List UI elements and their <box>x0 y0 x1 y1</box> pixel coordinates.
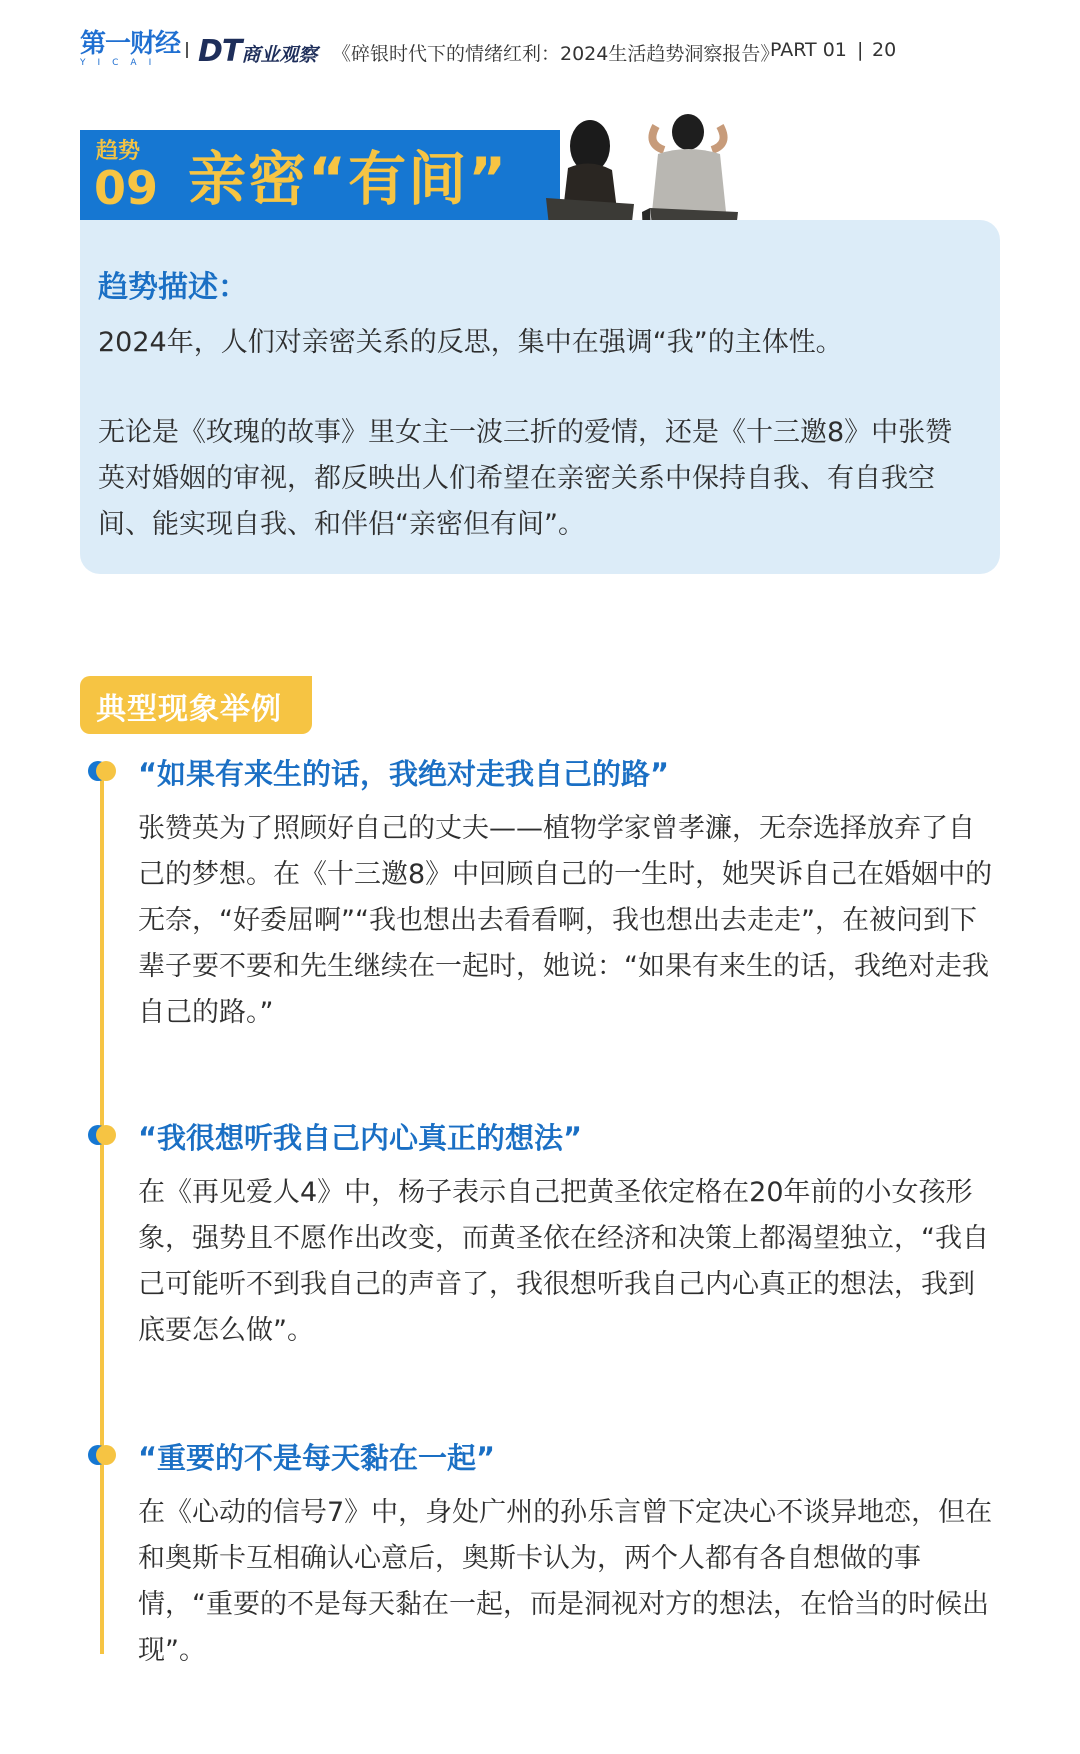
example-title: “我很想听我自己内心真正的想法” <box>138 1121 583 1155</box>
timeline-dot-icon <box>88 1442 114 1468</box>
yicai-logo-cn: 第一财经 <box>80 29 181 59</box>
part-label: PART 01 <box>770 39 847 61</box>
logo-divider <box>186 42 188 58</box>
example-body: 在《再见爱人4》中，杨子表示自己把黄圣依定格在20年前的小女孩形象，强势且不愿作出改变，而黄圣依在经济和决策上都渴望独立，“我自己可能听不到我自己的声音了，我很想听我自己内心真正的想法，我到底要怎么做”。 <box>138 1177 989 1346</box>
page-header <box>80 30 1000 70</box>
timeline-dot-icon <box>88 1122 114 1148</box>
description-label: 趋势描述： <box>98 270 248 305</box>
dt-logo-text: 商业观察 <box>241 44 318 66</box>
timeline-dot-icon <box>88 758 114 784</box>
trend-title: 亲密“有间” <box>188 145 509 213</box>
page-number: 20 <box>872 39 897 61</box>
dt-logo-mark: DT <box>198 34 242 69</box>
header-separator: | <box>857 39 864 61</box>
trend-number: 09 <box>94 161 159 215</box>
example-body: 张赞英为了照顾好自己的丈夫——植物学家曾孝濂，无奈选择放弃了自己的梦想。在《十三邀8》中回顾自己的一生时，她哭诉自己在婚姻中的无奈，“好委屈啊”“我也想出去看看啊，我也想出去走走”，在被问到下辈子要不要和先生继续在一起时，她说：“如果有来生的话，我绝对走我自己的路。” <box>138 813 993 1028</box>
report-title: 《碎银时代下的情绪红利：2024生活趋势洞察报告》 <box>332 43 780 65</box>
description-paragraph-1: 2024年，人们对亲密关系的反思，集中在强调“我”的主体性。 <box>98 327 843 358</box>
example-body: 在《心动的信号7》中，身处广州的孙乐言曾下定决心不谈异地恋，但在和奥斯卡互相确认心意后，奥斯卡认为，两个人都有各自想做的事情，“重要的不是每天黏在一起，而是洞视对方的想法，在恰当的时候出现”。 <box>138 1497 993 1666</box>
yicai-logo <box>80 30 180 70</box>
examples-label: 典型现象举例 <box>96 692 282 727</box>
dt-logo <box>198 34 317 69</box>
example-title: “如果有来生的话，我绝对走我自己的路” <box>138 757 670 791</box>
trend-tag: 趋势 <box>96 139 141 164</box>
timeline-line <box>100 768 104 1654</box>
description-paragraph-2: 无论是《玫瑰的故事》里女主一波三折的爱情，还是《十三邀8》中张赞英对婚姻的审视，都反映出人们希望在亲密关系中保持自我、有自我空间、能实现自我、和伴侣“亲密但有间”。 <box>98 417 953 540</box>
yicai-logo-en: YICAI <box>80 58 164 68</box>
example-title: “重要的不是每天黏在一起” <box>138 1441 496 1475</box>
